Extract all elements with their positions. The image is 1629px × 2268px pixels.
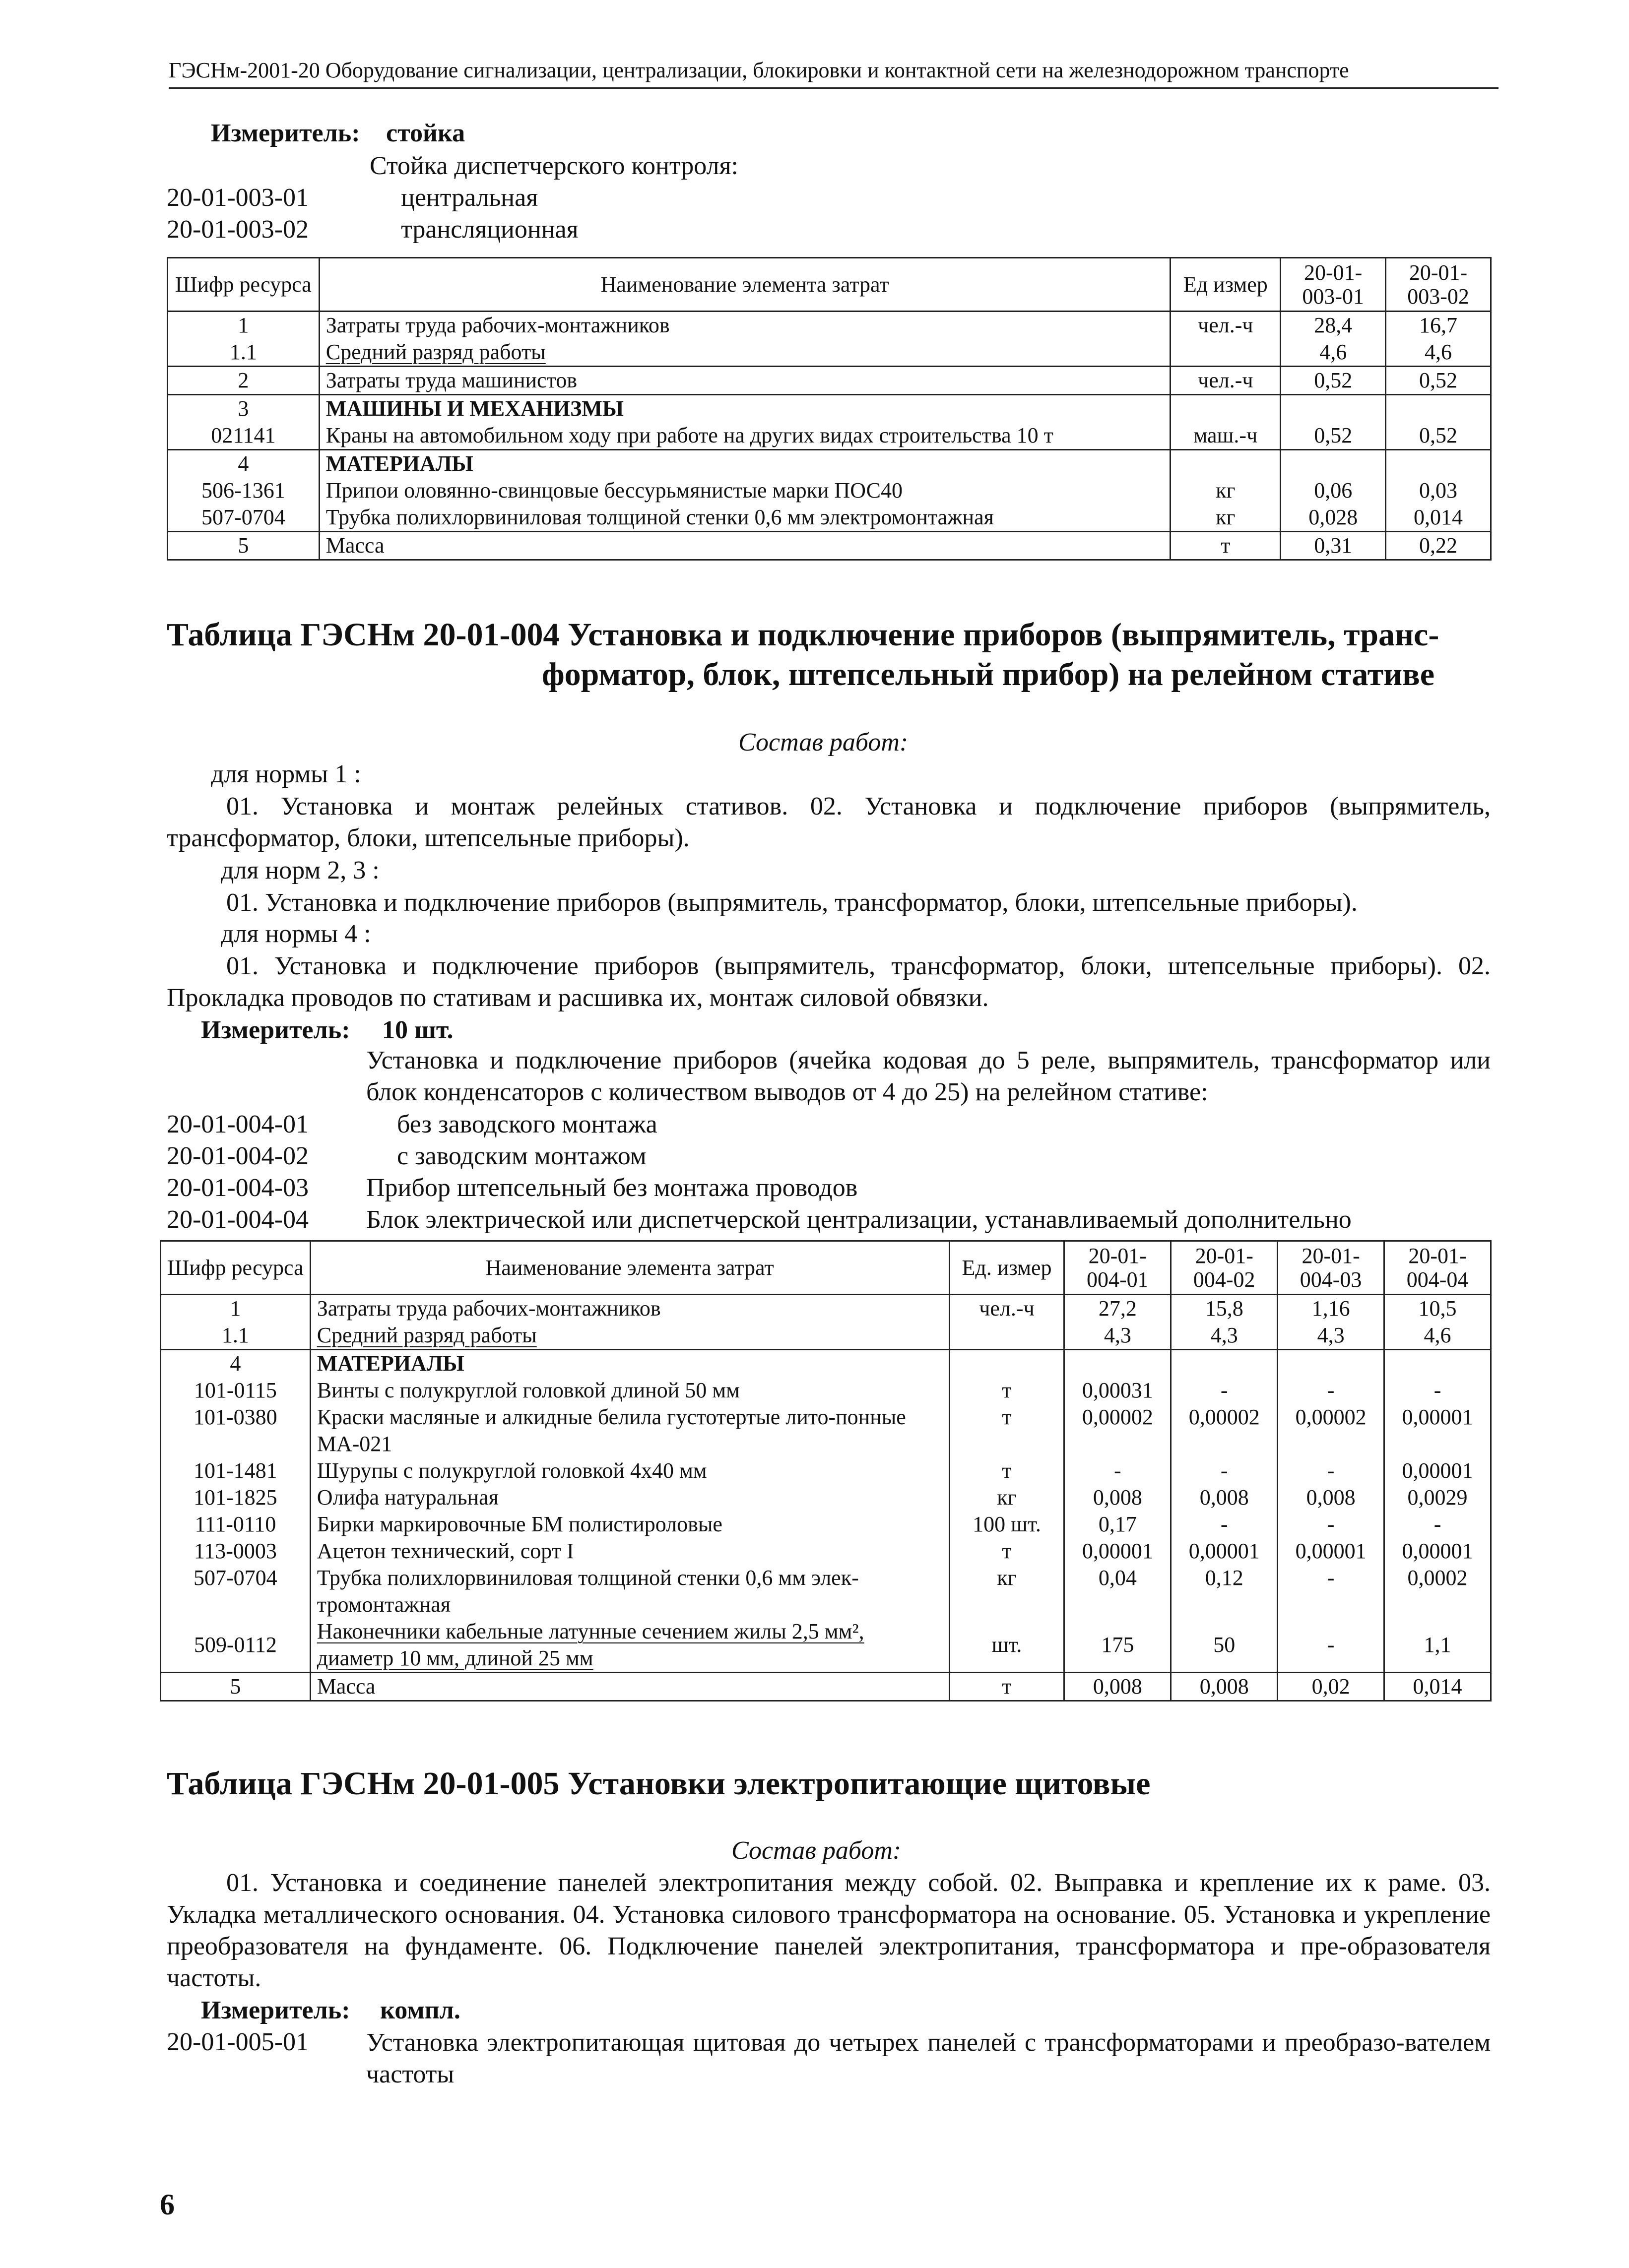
item-code: 20-01-005-01 xyxy=(167,2028,309,2056)
table-row: 1.1 Средний разряд работы 4,3 4,3 4,3 4,6 xyxy=(161,1322,1491,1350)
measure-label-005: Измеритель: xyxy=(201,1996,350,2024)
item-code: 20-01-004-02 xyxy=(167,1142,309,1170)
table-row: 101-0380 Краски масляные и алкидные белила густотертые лито-понные МА-021 т 0,00002 0,00002 0,00002 0,00001 xyxy=(161,1404,1491,1457)
work-text-005: 01. Установка и соединение панелей электропитания между собой. 02. Выправка и крепление их к раме. 03. Укладка металлического основания. 04. Установка силового трансформатора на основание. 05. Установка и укрепление преобразователя на фундаменте. 06. Подключение панелей электропитания, трансформатора и пре-образователя частоты. xyxy=(167,1869,1491,1992)
table-row: 3 МАШИНЫ И МЕХАНИЗМЫ xyxy=(168,395,1491,423)
table-header: 20-01-004-02 xyxy=(1171,1241,1278,1295)
running-header: ГЭСНм-2001-20 Оборудование сигнализации, централизации, блокировки и контактной сети на железнодорожном транспорте xyxy=(169,56,1499,89)
item-code: 20-01-004-04 xyxy=(167,1205,309,1234)
item-name: Блок электрической или диспетчерской централизации, устанавливаемый дополнительно xyxy=(366,1205,1352,1234)
group-title-003: Стойка диспетчерского контроля: xyxy=(370,152,738,180)
page-number: 6 xyxy=(160,2188,175,2221)
table-row: 101-1481 Шурупы с полукруглой головкой 4х40 мм т - - - 0,00001 xyxy=(161,1457,1491,1484)
table-header: Шифр ресурса xyxy=(168,258,320,312)
measure-value-004: 10 шт. xyxy=(382,1016,454,1044)
norm-text: 01. Установка и монтаж релейных стативов. 02. Установка и подключение приборов (выпрямитель, трансформатор, блоки, штепсельные приборы). xyxy=(167,792,1491,852)
table-row: 111-0110 Бирки маркировочные БМ полистироловые 100 шт. 0,17 - - - xyxy=(161,1511,1491,1538)
table-title-004-line1: Таблица ГЭСНм 20-01-004 Установка и подключение приборов (выпрямитель, транс- xyxy=(167,617,1439,653)
table-row: 1 Затраты труда рабочих-монтажников чел.-ч 27,2 15,8 1,16 10,5 xyxy=(161,1295,1491,1323)
item-name: без заводского монтажа xyxy=(397,1110,657,1138)
table-row: 5 Масса т 0,008 0,008 0,02 0,014 xyxy=(161,1673,1491,1701)
measure-label-004: Измеритель: xyxy=(201,1016,350,1044)
table-row: 4 МАТЕРИАЛЫ xyxy=(161,1350,1491,1378)
item-name: с заводским монтажом xyxy=(397,1142,647,1170)
work-composition-title: Состав работ: xyxy=(738,728,909,756)
table-header: Шифр ресурса xyxy=(161,1241,311,1295)
table-row: 506-1361 Припои оловянно-свинцовые бессурьмянистые марки ПОС40 кг 0,06 0,03 xyxy=(168,477,1491,504)
table-header: 20-01-004-01 xyxy=(1064,1241,1171,1295)
table-row: 113-0003 Ацетон технический, сорт I т 0,00001 0,00001 0,00001 0,00001 xyxy=(161,1538,1491,1565)
resource-table-003 xyxy=(167,257,1492,561)
measure-label-003: Измеритель: xyxy=(211,119,360,147)
measure-value-005: компл. xyxy=(380,1996,460,2024)
table-row: 1.1 Средний разряд работы 4,6 4,6 xyxy=(168,339,1491,367)
item-name: Прибор штепсельный без монтажа проводов xyxy=(366,1174,858,1202)
item-code: 20-01-004-03 xyxy=(167,1174,309,1202)
group-text-004: Установка и подключение приборов (ячейка кодовая до 5 реле, выпрямитель, трансформатор или блок конденсаторов с количеством выводов от 4 до 25) на релейном стативе: xyxy=(366,1046,1491,1106)
table-header: 20-01-004-04 xyxy=(1384,1241,1491,1295)
table-title-004-line2: форматор, блок, штепсельный прибор) на релейном стативе xyxy=(542,656,1435,693)
work-composition-title: Состав работ: xyxy=(731,1836,902,1865)
norm-text: 01. Установка и подключение приборов (выпрямитель, трансформатор, блоки, штепсельные приборы). 02. Прокладка проводов по стативам и расшивка их, монтаж силовой обвязки. xyxy=(167,952,1491,1012)
table-header: 20-01-004-03 xyxy=(1278,1241,1384,1295)
table-header: Наименование элемента затрат xyxy=(319,258,1171,312)
item-name: центральная xyxy=(401,184,538,212)
table-header: Ед измер xyxy=(1171,258,1281,312)
item-code: 20-01-003-01 xyxy=(167,184,309,212)
table-row: 507-0704 Трубка полихлорвиниловая толщиной стенки 0,6 мм электромонтажная кг 0,028 0,014 xyxy=(168,504,1491,532)
item-name: Установка электропитающая щитовая до четырех панелей с трансформаторами и преобразо-вателем частоты xyxy=(366,2028,1491,2088)
item-code: 20-01-003-02 xyxy=(167,215,309,244)
norm-label: для норм 2, 3 : xyxy=(221,856,380,884)
table-row: 509-0112 Наконечники кабельные латунные сечением жилы 2,5 мм², диаметр 10 мм, длиной 25 мм шт. 175 50 - 1,1 xyxy=(161,1618,1491,1673)
norm-label: для нормы 1 : xyxy=(211,760,361,788)
table-row: 507-0704 Трубка полихлорвиниловая толщиной стенки 0,6 мм элек-тромонтажная кг 0,04 0,12 - 0,0002 xyxy=(161,1565,1491,1618)
norm-text: 01. Установка и подключение приборов (выпрямитель, трансформатор, блоки, штепсельные приборы). xyxy=(226,888,1358,917)
table-row: 1 Затраты труда рабочих-монтажников чел.-ч 28,4 16,7 xyxy=(168,312,1491,339)
table-title-005: Таблица ГЭСНм 20-01-005 Установки электропитающие щитовые xyxy=(167,1765,1151,1802)
table-row: 2 Затраты труда машинистов чел.-ч 0,52 0,52 xyxy=(168,367,1491,395)
measure-value-003: стойка xyxy=(386,119,465,147)
item-code: 20-01-004-01 xyxy=(167,1110,309,1138)
resource-table-004 xyxy=(160,1240,1492,1701)
table-row: 101-0115 Винты с полукруглой головкой длиной 50 мм т 0,00031 - - - xyxy=(161,1377,1491,1404)
table-row: 4 МАТЕРИАЛЫ xyxy=(168,450,1491,478)
norm-label: для нормы 4 : xyxy=(221,920,371,948)
table-header: 20-01-003-02 xyxy=(1386,258,1491,312)
table-header: 20-01-003-01 xyxy=(1281,258,1386,312)
table-row: 101-1825 Олифа натуральная кг 0,008 0,008 0,008 0,0029 xyxy=(161,1484,1491,1511)
table-header: Наименование элемента затрат xyxy=(310,1241,949,1295)
table-header: Ед. измер xyxy=(949,1241,1064,1295)
table-row: 021141 Краны на автомобильном ходу при работе на других видах строительства 10 т маш.-ч 0,52 0,52 xyxy=(168,422,1491,450)
table-row: 5 Масса т 0,31 0,22 xyxy=(168,532,1491,560)
item-name: трансляционная xyxy=(401,215,579,244)
